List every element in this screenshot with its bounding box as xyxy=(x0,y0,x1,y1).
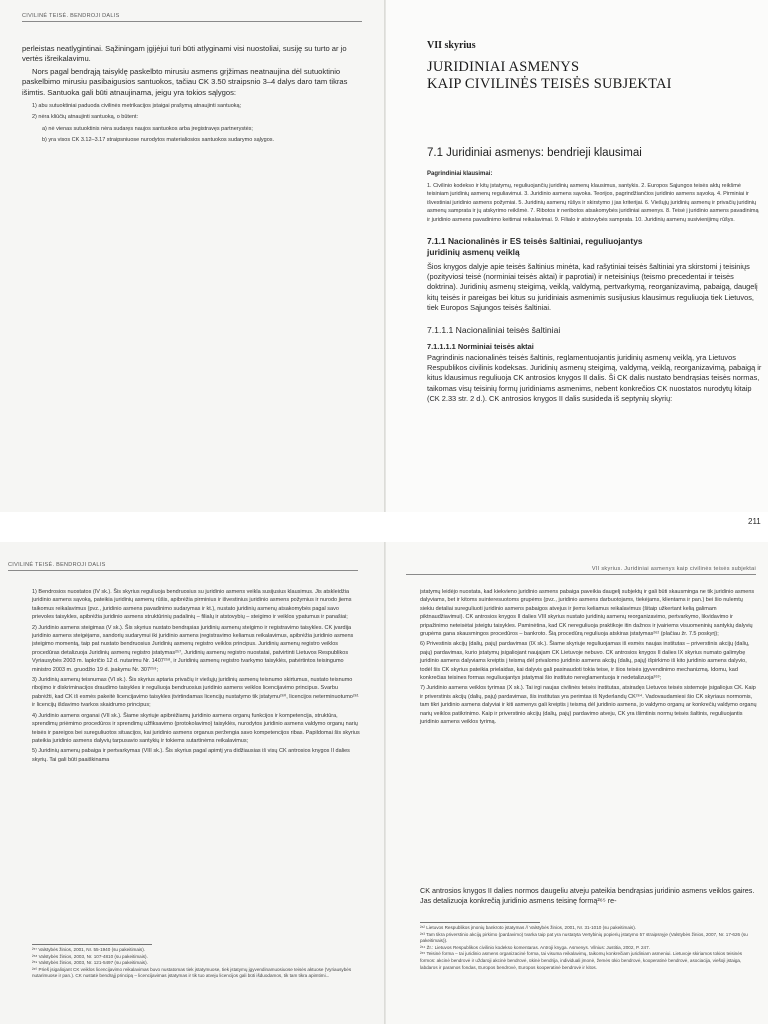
chapter-overview-item: 5) Juridinių asmenų pabaiga ir pertvarkymas (VIII sk.). Šis skyrius pagal apimtį yra didžiausias iš visų CK antrosios knygos II dalies skyrių. Tai gali būti paaiškinama xyxy=(32,748,350,763)
page-top-left xyxy=(0,0,386,512)
subsection-title: 7.1.1.1 Nacionaliniai teisės šaltiniai xyxy=(427,325,561,336)
chapter-overview-item: 7) Juridinio asmens veiklos tyrimas (X sk.). Tai irgi naujas civilinės teisės institutas, atsiradęs Lietuvos teisės sistemoje įsigaliojus CK. Kaip ir priverstinis akcijų (dalių, pajų) pardavimas, šis institutas yra perimtas iš Nyderlandų CK²⁶⁴. Vadovaudamiesi šio CK skyriaus normomis, tam tikri juridinio asmens dalyviai ir kiti asmenys gali kreiptis į teismą dėl juridinio asmens, jo valdymo organų ar konkrečių valdymo organų narių veiklos patikrinimo. Kaip ir priverstinio akcijų (dalių, pajų) pardavimo atveju, CK yra išimtinis normų teisės šaltinis, reguliuojantis juridinio asmens veiklos tyrimą. xyxy=(420,685,757,726)
footnote: ²⁵⁹ Valstybės žinios, 2003, Nr. 121-5497 (su pakeitimais). xyxy=(32,960,148,966)
condition-subitem: a) nė vienas sutuoktinis nėra sudaręs naujos santuokos arba įregistravęs partnerystės; xyxy=(42,125,253,132)
chapter-title-line: JURIDINIAI ASMENYS xyxy=(427,59,580,75)
paragraph: CK antrosios knygos II dalies normos daugeliu atveju pateikia bendrąsias juridinio asmens veiklos gaires. Jas detalizuoja konkrečią juridinio asmens teisinę formą²⁶⁵ re- xyxy=(420,886,755,905)
page-number: 211 xyxy=(748,517,761,526)
chapter-title-line: KAIP CIVILINĖS TEISĖS SUBJEKTAI xyxy=(427,76,672,92)
page-bottom-right xyxy=(386,542,768,1024)
subsection-title: 7.1.1.1.1 Norminiai teisės aktai xyxy=(427,342,534,352)
chapter-label: VII skyrius xyxy=(427,40,476,51)
footnote: ²⁶⁰ Prieš įsigaliojant CK veiklos licencijavimo reikalavimas buvo nustatomas tiek įstatymuose, tiek įstatymų įgyvendinamuosiuose teisės aktuose (Vyriausybės nutarimuose ir pan.). CK nustatė bendrąjį principą – licencijavimas įstatymas ir tik tuo atveju licencijos gali būti išduodamos, tik tam tikra apimtimi... xyxy=(32,966,352,979)
key-questions-text: 1. Civilinio kodekso ir kitų įstatymų, reguliuojančių juridinių asmenų klausimus, santykis. 2. Europos Sąjungos teisės aktų reikšmė teisiniam juridinių asmenų reguliavimui. 3. Juridinio asmens sąvoka. Teorijos, pagrindžiančios juridinio asmens sąvoką. 4. Pirminiai ir išvestiniai juridinio asmens požymiai. 5. Juridinių asmenų rūšys ir skirstymo į jas kriterijai. 6. Viešųjų juridinių asmenų ir privačių juridinių asmenų samprata ir jų atskyrimo reikšmė. 7. Ribotos ir neribotos atsakomybės juridiniai asmenys. 8. Teisė į juridinio asmens pavadinimą ir juridinio asmens pavadinimo keitimai reikalavimai. 9. Filialo ir atstovybės samprata. 10. Juridinių asmenų susivienijimų rūšys. xyxy=(427,183,759,223)
running-head xyxy=(8,562,358,571)
footnote: ²⁶³ Tam tikra priverstinio akcijų pirkimo (pardavimo) tvarka taip pat yra nustatyta Vertybinių popierių įstatymo 57 straipsnyje (Valstybės žinios, 2007, Nr. 17-626 (su pakeitimais)). xyxy=(420,931,748,944)
footnote-rule xyxy=(420,922,540,923)
chapter-overview-item: 3) Juridinių asmenų teisnumas (VI sk.). Šis skyrius aptaria privačių ir viešųjų juridinių asmenų teisnumo skirtumus, nustato teisnumo ribojimo ir diskriminacijos draudimo taisykles ir reguliuoja bendruosius juridinio asmens veiklos licencijavimo principus. Svarbu pabrėžti, kad CK iš esmės pakeitė licencijavimo taisykles įtvirtindamas licencijų nustatymo tik įstatymu²⁶⁰, licencijos neterminuotumo²⁶¹ ir licencijų išdavimo tvarkos skaidrumo principus; xyxy=(32,677,359,709)
running-head xyxy=(22,13,362,22)
paragraph: Nors pagal bendrąją taisyklę paskelbto mirusiu asmens grįžimas neatnaujina dėl sutuoktinio paskelbimo mirusiu pasibaigusios santuokos, tačiau CK 3.50 straipsnio 3–4 dalys daro tam tikras išimtis. Santuoka gali būti atnaujinama, jeigu yra tokios sąlygos: xyxy=(22,66,348,97)
condition-subitem: b) yra visos CK 3.12–3.17 straipsniuose nurodytos materialiosios santuokos sudarymo sąlygos. xyxy=(42,137,275,144)
page-top-right xyxy=(386,0,768,526)
footnote: ²⁶² Lietuvos Respublikos įmonių bankroto įstatymas // Valstybės žinios, 2001, Nr. 31-1010 (su pakeitimais). xyxy=(420,925,637,930)
section-title: 7.1 Juridiniai asmenys: bendrieji klausimai xyxy=(427,147,642,159)
paragraph: perleistas neatlygintinai. Sąžiningam įgijėjui turi būti atlyginami visi nuostoliai, susiję su turto ar jo vertės išreikalavimu. xyxy=(22,44,347,64)
paragraph: Pagrindinis nacionalinės teisės šaltinis, reglamentuojantis juridinių asmenų veiklą, yra Lietuvos Respublikos civilinis kodeksas. Juridinių asmenų steigimą, valdymą, veiklą, reorganizavimą, pabaigą ir kitus klausimus reguliuoja CK antrosios knygos II dalis. Ši CK dalis nustato bendrąsias teisės normas, taikomas visų teisinių formų juridiniams asmenims, nebent konkrečios CK nuostatos nurodytų kitaip (CK 2.33 str. 2 d.). CK antrosios knygos II dalis susideda iš septynių skyrių: xyxy=(427,353,762,403)
condition-item: 1) abu sutuoktiniai paduoda civilinės metrikacijos įstaigai prašymą atnaujinti santuoką; xyxy=(32,103,242,110)
footnote: ²⁵⁷ Valstybės žinios, 2001, Nr. 55-1940 (su pakeitimais). xyxy=(32,947,146,952)
subsection-title: 7.1.1 Nacionalinės ir ES teisės šaltiniai, reguliuojantys juridinių asmenų veiklą xyxy=(427,236,643,258)
footnote: ²⁶⁵ Teisinė forma – tai juridinio asmens organizacinė forma, tai visuma reikalavimų, taikomų konkrečiam juridiniam asmeniui. Lietuvoje skiriamos tokios teisinės formos: akcinė bendrovė ir uždaroji akcinė bendrovė, ūkinė bendrija, individuali įmonė, žemės ūkio bendrovė, kooperatinė bendrovė, asociacija, viešoji įstaiga, labdaros ir paramos fondas, Europos bendrovė, Europos kooperatinė bendrovė ir kitos. xyxy=(420,951,743,970)
footnote-rule xyxy=(32,944,152,945)
page-bottom-left xyxy=(0,542,386,1024)
running-head-text: CIVILINĖ TEISĖ. BENDROJI DALIS xyxy=(22,13,120,19)
paragraph: Šios knygos dalyje apie teisės šaltinius minėta, kad rašytiniai teisės šaltiniai yra skirstomi į teisiniųs (pozityviosi teisė (norminiai teisės aktai) ir paprotiai) ir neteisiniųs (teismo precedentai ir teisės doktrina). Juridinių asmenų steigimą, veiklą, valdymą, pertvarkymą, reorganizavimą, pabaigą, daugelį kitų teisės ir pareigas bei kitus su juridiniais asmenimis susijusius klausimus reguliuoja tiek Lietuvos, tiek Europos Sąjungos teisės šaltiniai. xyxy=(427,262,758,312)
spread-gap xyxy=(0,512,768,542)
chapter-title xyxy=(427,59,762,93)
paragraph: įstatymų leidėjo nuostata, kad kiekvieno juridinio asmens pabaiga paveikia daugelį subjektų ir gali būti skausminga ne tik juridinio asmens dalyviams, bet ir kitoms suinteresuotoms grupėms (pvz., juridinio asmens darbuotojams, tiekėjams, klientams ir pan.) bei šio nulemtų siekiu detaliai sureguliuoti juridinio asmens pabaigos atvejus ir jiems keliamus reikalavimus (šitaip užkertant kelią galimam piktnaudžiavimui). CK antrosios knygos II dalies VIII skyrius nustato juridinių asmenų reorganizavimo, pertvarkymo, likvidavimo ir pripažinimo neteisėtai įsteigtu taisykles. Paminėtina, kad CK nereguliuoja praktikoje itin dažnos ir įvairiems visuomeninių santykių dalyvių grupėms gana skausmingos procedūros – bankroto. Šią procedūrą reguliuoja atskiras įstatymas²⁶² (plačiau žr. 7.5 poskyrį); xyxy=(420,589,755,638)
running-head xyxy=(406,566,756,575)
footnote: ²⁵⁸ Valstybės žinios, 2003, Nr. 107-4810 (su pakeitimais). xyxy=(32,953,148,959)
chapter-overview-item: 4) Juridinio asmens organai (VII sk.). Šiame skyriuje apibrėžiamų juridinio asmens organų funkcijos ir kompetencija, struktūra, sprendimų priėmimo procedūros ir sprendimų užfiksavimo (protokolavimo) taisyklės, nurodytos juridinio asmens valdymo organų narių teisės ir pareigos bei sureguliuotos situacijos, kai juridinio asmens organus peržengia savo kompetencijos ribas. Papildomai šis skyrius pateikia juridinio asmens dalyvių tarpusavio santykių ir tokiems sutartinėms reikalavimus; xyxy=(32,712,360,744)
key-questions-label: Pagrindiniai klausimai: xyxy=(427,171,493,177)
running-head-text: CIVILINĖ TEISĖ. BENDROJI DALIS xyxy=(8,562,106,568)
condition-item: 2) nėra kliūčių atnaujinti santuoką, o būtent: xyxy=(32,114,139,121)
running-head-text: VII skyrius. Juridiniai asmenys kaip civilinės teisės subjektai xyxy=(591,566,756,572)
footnote: ²⁶⁴ Žr.: Lietuvos Respublikos civilinio kodekso komentaras. Antroji knyga. Asmenys. Vilnius: Justitia, 2002, P. 247. xyxy=(420,944,650,950)
chapter-overview-item: 1) Bendrosios nuostatos (IV sk.). Šis skyrius reguliuoja bendruosius su juridinio asmens veikla susijusius klausimus. Jis atskleidžia juridinio asmens sąvoką, pateikia juridinių asmenų rūšis, apibrėžia pirminius ir išvestinius juridinio asmens požymius ir nurodo jiems taikomus reikalavimus (pvz., juridinio asmens pavadinimo sudarymas ir kt.), nustato juridinių asmenų atsakomybės pagal savo prievoles taisykles, apibrėžia juridinio asmens struktūrinių padalinių – filialų ir atstovybių – steigimo ir veiklos ypatumus ir panašiai; xyxy=(32,589,352,621)
chapter-overview-item: 2) Juridinio asmens steigimas (V sk.). Šis skyrius nustato bendrąsias juridinių asmenų steigimo ir registravimo taisykles. CK įvardija juridinio asmens steigėjams, sandorių sudarymui iki juridinio asmens įregistravimo keliamus reikalavimus, apibrėžia juridinio asmens įsteigimo momentą, taip pat nustato bendruosius Juridinių asmenų registro veiklos principus. Juridinių asmenų registro veiklos procedūras detalizuoja Juridinių asmenų registro įstatymas²⁵⁷, Juridinių asmenų registro nuostatai, patvirtinti Lietuvos Respublikos Vyriausybės 2003 m. lapkričio 12 d. nutarimu Nr. 1407²⁵⁸, ir Juridinių asmenų registro tvarkymo taisyklės, patvirtintos teisingumo ministro 2003 m. gruodžio 19 d. įsakymu Nr. 307²⁵⁹; xyxy=(32,624,354,673)
chapter-overview-item: 6) Privestinis akcijų (dalių, pajų) pardavimas (IX sk.). Šiame skyriuje reguliuojamas iš esmės naujas institutas – priverstinis akcijų (dalių, pajų) pardavimas, kurio įstatymų įsigaliojant naujajam CK Lietuvoje nebuvo. CK antrosios knygos II dalies IX skyrius numato galimybę juridinio asmens dalyviams kreiptis į teismą dėl privalomo juridinio asmens akcijų (dalių, pajų) išpirkimo iš kito juridinio asmens dalyvio, todėl šis CK skyrius pateikia prielaidas, kai dalyvis gali pasinaudoti tokia teise, ir šios teisės įgyvendinimo mechanizmą. Idomu, kad konkrečias teisines formas reguliuojantys įstatymai šio instituto nereglamentuoja ir nedetalizuoja²⁶³; xyxy=(420,641,750,682)
